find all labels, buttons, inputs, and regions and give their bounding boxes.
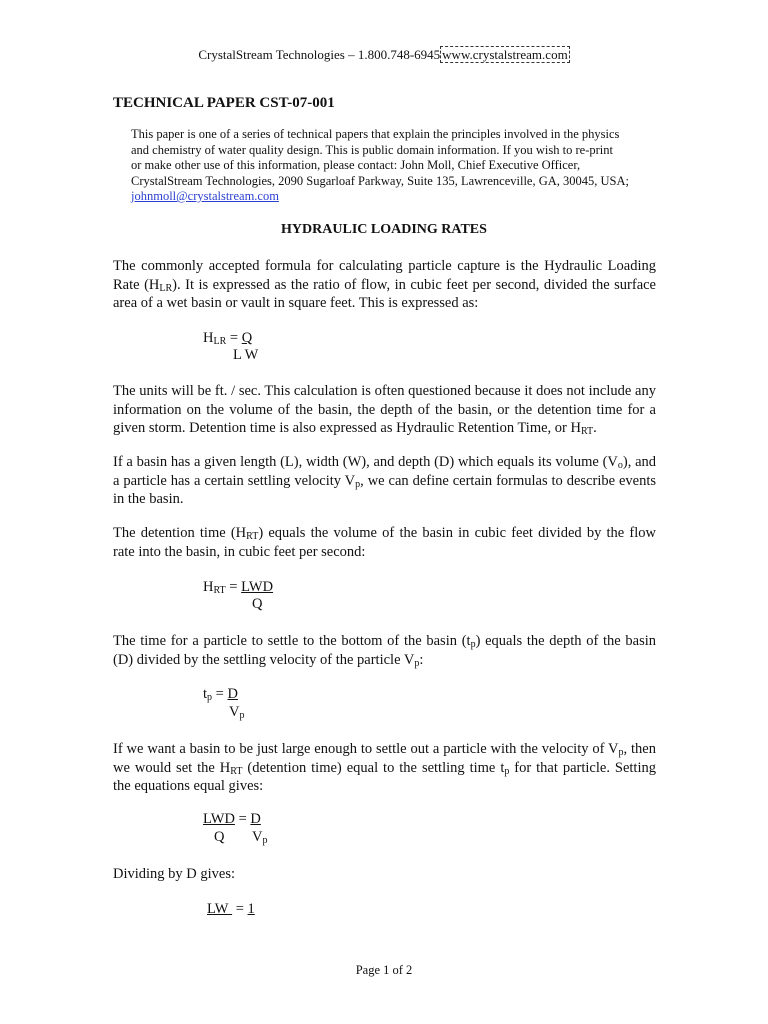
equation-tp-denominator: $V_p$ [229, 704, 245, 721]
page-header [0, 47, 768, 63]
paragraph-2: The units will be ft. / sec. This calculation is often questioned because it does not include any information on the volume of the basin, the depth of the basin, or the detention time for a given storm. Detention time is also expressed as Hydraulic Retention Time, or $H_{RT}$. [113, 383, 656, 437]
paragraph-3: If a basin has a given length (L), width (W), and depth (D) which equals its volume $(V_o)$, and a particle has a certain settling velocity $V_p$, we can define certain formulas to describe events in the basin. [113, 454, 657, 507]
equation-equal: LWD = D [203, 811, 261, 827]
page-number: Page 1 of 2 [355, 963, 413, 977]
intro-line: CrystalStream Technologies, 2090 Sugarloaf Parkway, Suite 135, Lawrenceville, GA, 30045, USA; [131, 173, 629, 188]
paper-title: TECHNICAL PAPER CST-07-001 [113, 95, 335, 111]
contact-email-link[interactable]: johnmoll@crystalstream.com [131, 189, 279, 203]
header-company: CrystalStream Technologies – 1.800.748-6945 [198, 47, 441, 62]
intro-note [131, 127, 651, 205]
paragraph-4: The detention time $(H_{RT})$ equals the volume of the basin in cubic feet divided by the flow rate into the basin, in cubic feet per second: [113, 525, 656, 560]
equation-dividing: LW = 1 [207, 901, 255, 917]
equation-tp: $t_p = D$ [203, 686, 238, 703]
equation-hrt-denominator: Q [252, 596, 263, 612]
paragraph-6: If we want a basin to be just large enough to settle out a particle with the velocity of $V_p$, then we would set the $H_{RT}$ (detention time) equal to the settling time $t_p$ for that particle. Setting the equations equal gives: [113, 741, 656, 794]
equation-equal-right-denominator: $V_p$ [252, 829, 268, 846]
equation-hlr-denominator: L W [233, 347, 259, 363]
equation-hlr: $H_{LR} = Q$ [203, 330, 253, 347]
intro-line: or make other use of this information, please contact: John Moll, Chief Executive Officer, [131, 158, 581, 172]
paragraph-5: The time for a particle to settle to the bottom of the basin $(t_p)$ equals the depth of the basin (D) divided by the settling velocity of the particle $V_p$: [113, 633, 657, 669]
intro-line: and chemistry of water quality design. This is public domain information. If you wish to re-print [131, 142, 613, 157]
paragraph-1: The commonly accepted formula for calculating particle capture is the Hydraulic Loading Rate $(H_{LR})$. It is expressed as the ratio of flow, in cubic feet per second, divided the surface area of a wet basin or vault in square feet. This is expressed as: [113, 258, 656, 311]
paragraph-7: Dividing by D gives: [113, 866, 236, 882]
section-title: HYDRAULIC LOADING RATES [281, 222, 487, 237]
equation-hrt: $H_{RT}$ = LWD [203, 579, 274, 596]
header-url-link[interactable]: www.crystalstream.com [442, 47, 568, 62]
equation-equal-left-denominator: Q [214, 829, 225, 845]
intro-line: This paper is one of a series of technical papers that explain the principles involved in the physics [131, 127, 620, 141]
